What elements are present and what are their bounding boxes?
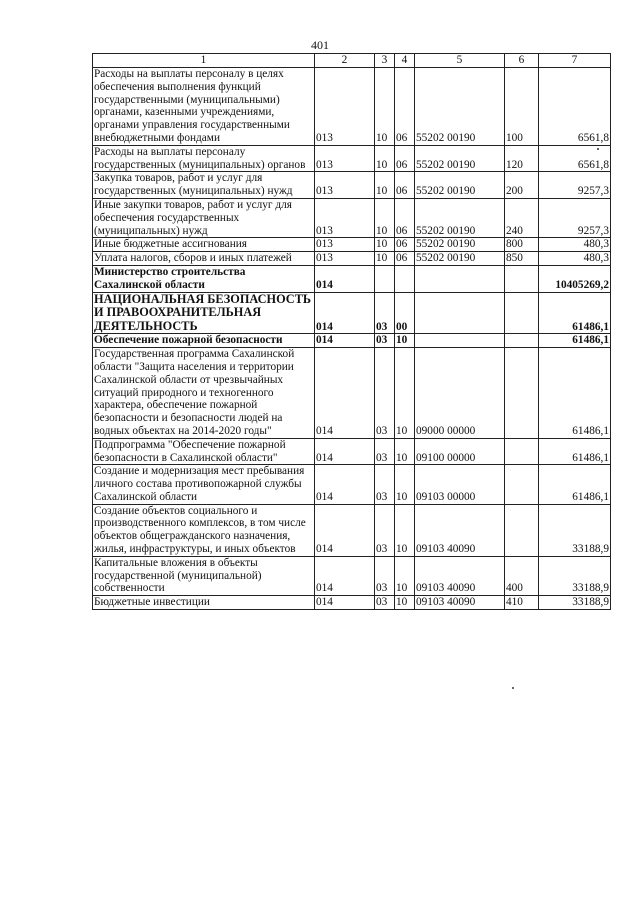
section-code-cell: 10 <box>375 145 395 172</box>
subsection-code-cell: 10 <box>395 596 415 610</box>
expense-type-cell: 850 <box>505 252 539 266</box>
target-article-cell: 55202 00190 <box>415 198 505 237</box>
subsection-code-cell: 06 <box>395 68 415 146</box>
subsection-code-cell: 10 <box>395 556 415 595</box>
column-header: 2 <box>315 54 375 68</box>
expense-type-cell: 400 <box>505 556 539 595</box>
subsection-code-cell: 10 <box>395 504 415 556</box>
row-name-cell: Иные закупки товаров, работ и услуг для обеспечения государственных (муниципальных) нужд <box>93 198 315 237</box>
subsection-code-cell: 10 <box>395 438 415 465</box>
expense-type-cell: 200 <box>505 172 539 199</box>
ministry-code-cell: 013 <box>315 198 375 237</box>
target-article-cell: 09000 00000 <box>415 348 505 439</box>
subsection-code-cell: 10 <box>395 465 415 504</box>
row-name-cell: Государственная программа Сахалинской области "Защита населения и территории Сахалинской области от чрезвычайных ситуаций природного и техногенного характера, обеспечение пожарной безопасности и безопасности людей на водных объектах на 2014-2020 годы" <box>93 348 315 439</box>
expense-type-cell <box>505 292 539 334</box>
expense-type-cell <box>505 438 539 465</box>
section-code-cell: 10 <box>375 198 395 237</box>
section-code-cell: 10 <box>375 172 395 199</box>
scan-speck <box>597 148 599 150</box>
amount-cell: 33188,9 <box>539 504 611 556</box>
section-code-cell: 03 <box>375 438 395 465</box>
ministry-code-cell: 014 <box>315 265 375 292</box>
table-row <box>93 334 611 348</box>
section-code-cell: 03 <box>375 556 395 595</box>
section-code-cell: 03 <box>375 334 395 348</box>
expense-type-cell <box>505 348 539 439</box>
ministry-code-cell: 014 <box>315 596 375 610</box>
section-code-cell: 03 <box>375 292 395 334</box>
ministry-code-cell: 014 <box>315 556 375 595</box>
expense-type-cell: 800 <box>505 238 539 252</box>
header-row <box>93 54 611 68</box>
ministry-code-cell: 014 <box>315 292 375 334</box>
row-name-cell: Закупка товаров, работ и услуг для государственных (муниципальных) нужд <box>93 172 315 199</box>
ministry-code-cell: 013 <box>315 172 375 199</box>
subsection-code-cell: 06 <box>395 172 415 199</box>
column-header: 7 <box>539 54 611 68</box>
amount-cell: 480,3 <box>539 238 611 252</box>
expense-type-cell: 410 <box>505 596 539 610</box>
target-article-cell: 55202 00190 <box>415 172 505 199</box>
table-row <box>93 145 611 172</box>
amount-cell: 480,3 <box>539 252 611 266</box>
ministry-code-cell: 014 <box>315 334 375 348</box>
row-name-cell: Создание и модернизация мест пребывания личного состава противопожарной службы Сахалинской области <box>93 465 315 504</box>
subsection-code-cell: 10 <box>395 348 415 439</box>
budget-table <box>92 53 611 610</box>
table-row <box>93 292 611 334</box>
amount-cell: 61486,1 <box>539 334 611 348</box>
ministry-code-cell: 014 <box>315 465 375 504</box>
table-row <box>93 198 611 237</box>
table-row <box>93 504 611 556</box>
table-row <box>93 596 611 610</box>
expense-type-cell <box>505 465 539 504</box>
table-row <box>93 172 611 199</box>
amount-cell: 6561,8 <box>539 68 611 146</box>
row-name-cell: Обеспечение пожарной безопасности <box>93 334 315 348</box>
table-row <box>93 438 611 465</box>
column-header: 3 <box>375 54 395 68</box>
ministry-code-cell: 013 <box>315 145 375 172</box>
amount-cell: 6561,8 <box>539 145 611 172</box>
section-code-cell: 10 <box>375 238 395 252</box>
column-header: 5 <box>415 54 505 68</box>
amount-cell: 9257,3 <box>539 172 611 199</box>
amount-cell: 9257,3 <box>539 198 611 237</box>
expense-type-cell <box>505 504 539 556</box>
target-article-cell: 55202 00190 <box>415 252 505 266</box>
amount-cell: 61486,1 <box>539 292 611 334</box>
section-code-cell: 10 <box>375 252 395 266</box>
target-article-cell <box>415 265 505 292</box>
ministry-code-cell: 013 <box>315 68 375 146</box>
table-row <box>93 556 611 595</box>
amount-cell: 10405269,2 <box>539 265 611 292</box>
ministry-code-cell: 014 <box>315 348 375 439</box>
subsection-code-cell: 06 <box>395 238 415 252</box>
table-row <box>93 348 611 439</box>
table-row <box>93 465 611 504</box>
target-article-cell: 55202 00190 <box>415 238 505 252</box>
amount-cell: 61486,1 <box>539 465 611 504</box>
target-article-cell <box>415 334 505 348</box>
page-number: 401 <box>311 38 329 52</box>
row-name-cell: Подпрограмма "Обеспечение пожарной безопасности в Сахалинской области" <box>93 438 315 465</box>
ministry-code-cell: 014 <box>315 438 375 465</box>
column-header: 6 <box>505 54 539 68</box>
expense-type-cell: 120 <box>505 145 539 172</box>
ministry-code-cell: 013 <box>315 238 375 252</box>
target-article-cell <box>415 292 505 334</box>
scan-speck <box>512 687 514 689</box>
ministry-code-cell: 013 <box>315 252 375 266</box>
row-name-cell: Уплата налогов, сборов и иных платежей <box>93 252 315 266</box>
table-row <box>93 68 611 146</box>
table-row <box>93 265 611 292</box>
expense-type-cell: 240 <box>505 198 539 237</box>
row-name-cell: Создание объектов социального и производственного комплексов, в том числе объектов общегражданского назначения, жилья, инфраструктуры, и иных объектов <box>93 504 315 556</box>
amount-cell: 33188,9 <box>539 556 611 595</box>
target-article-cell: 55202 00190 <box>415 145 505 172</box>
section-code-cell: 03 <box>375 348 395 439</box>
section-code-cell <box>375 265 395 292</box>
ministry-code-cell: 014 <box>315 504 375 556</box>
expense-type-cell <box>505 334 539 348</box>
row-name-cell: Расходы на выплаты персоналу государственных (муниципальных) органов <box>93 145 315 172</box>
row-name-cell: Иные бюджетные ассигнования <box>93 238 315 252</box>
amount-cell: 33188,9 <box>539 596 611 610</box>
column-header: 4 <box>395 54 415 68</box>
section-code-cell: 03 <box>375 596 395 610</box>
target-article-cell: 09103 40090 <box>415 596 505 610</box>
subsection-code-cell: 00 <box>395 292 415 334</box>
subsection-code-cell: 06 <box>395 198 415 237</box>
subsection-code-cell: 10 <box>395 334 415 348</box>
section-code-cell: 03 <box>375 465 395 504</box>
amount-cell: 61486,1 <box>539 348 611 439</box>
row-name-cell: Капитальные вложения в объекты государственной (муниципальной) собственности <box>93 556 315 595</box>
target-article-cell: 09103 40090 <box>415 556 505 595</box>
subsection-code-cell: 06 <box>395 145 415 172</box>
subsection-code-cell <box>395 265 415 292</box>
target-article-cell: 09103 00000 <box>415 465 505 504</box>
subsection-code-cell: 06 <box>395 252 415 266</box>
target-article-cell: 55202 00190 <box>415 68 505 146</box>
row-name-cell: Бюджетные инвестиции <box>93 596 315 610</box>
column-header: 1 <box>93 54 315 68</box>
table-row <box>93 252 611 266</box>
section-code-cell: 03 <box>375 504 395 556</box>
target-article-cell: 09103 40090 <box>415 504 505 556</box>
row-name-cell: Расходы на выплаты персоналу в целях обеспечения выполнения функций государственными (муниципальными) органами, казенными учреждениями, органами управления государственными внебюджетными фондами <box>93 68 315 146</box>
expense-type-cell: 100 <box>505 68 539 146</box>
expense-type-cell <box>505 265 539 292</box>
table-row <box>93 238 611 252</box>
section-code-cell: 10 <box>375 68 395 146</box>
row-name-cell: Министерство строительства Сахалинской области <box>93 265 315 292</box>
amount-cell: 61486,1 <box>539 438 611 465</box>
row-name-cell: НАЦИОНАЛЬНАЯ БЕЗОПАСНОСТЬ И ПРАВООХРАНИТЕЛЬНАЯ ДЕЯТЕЛЬНОСТЬ <box>93 292 315 334</box>
target-article-cell: 09100 00000 <box>415 438 505 465</box>
